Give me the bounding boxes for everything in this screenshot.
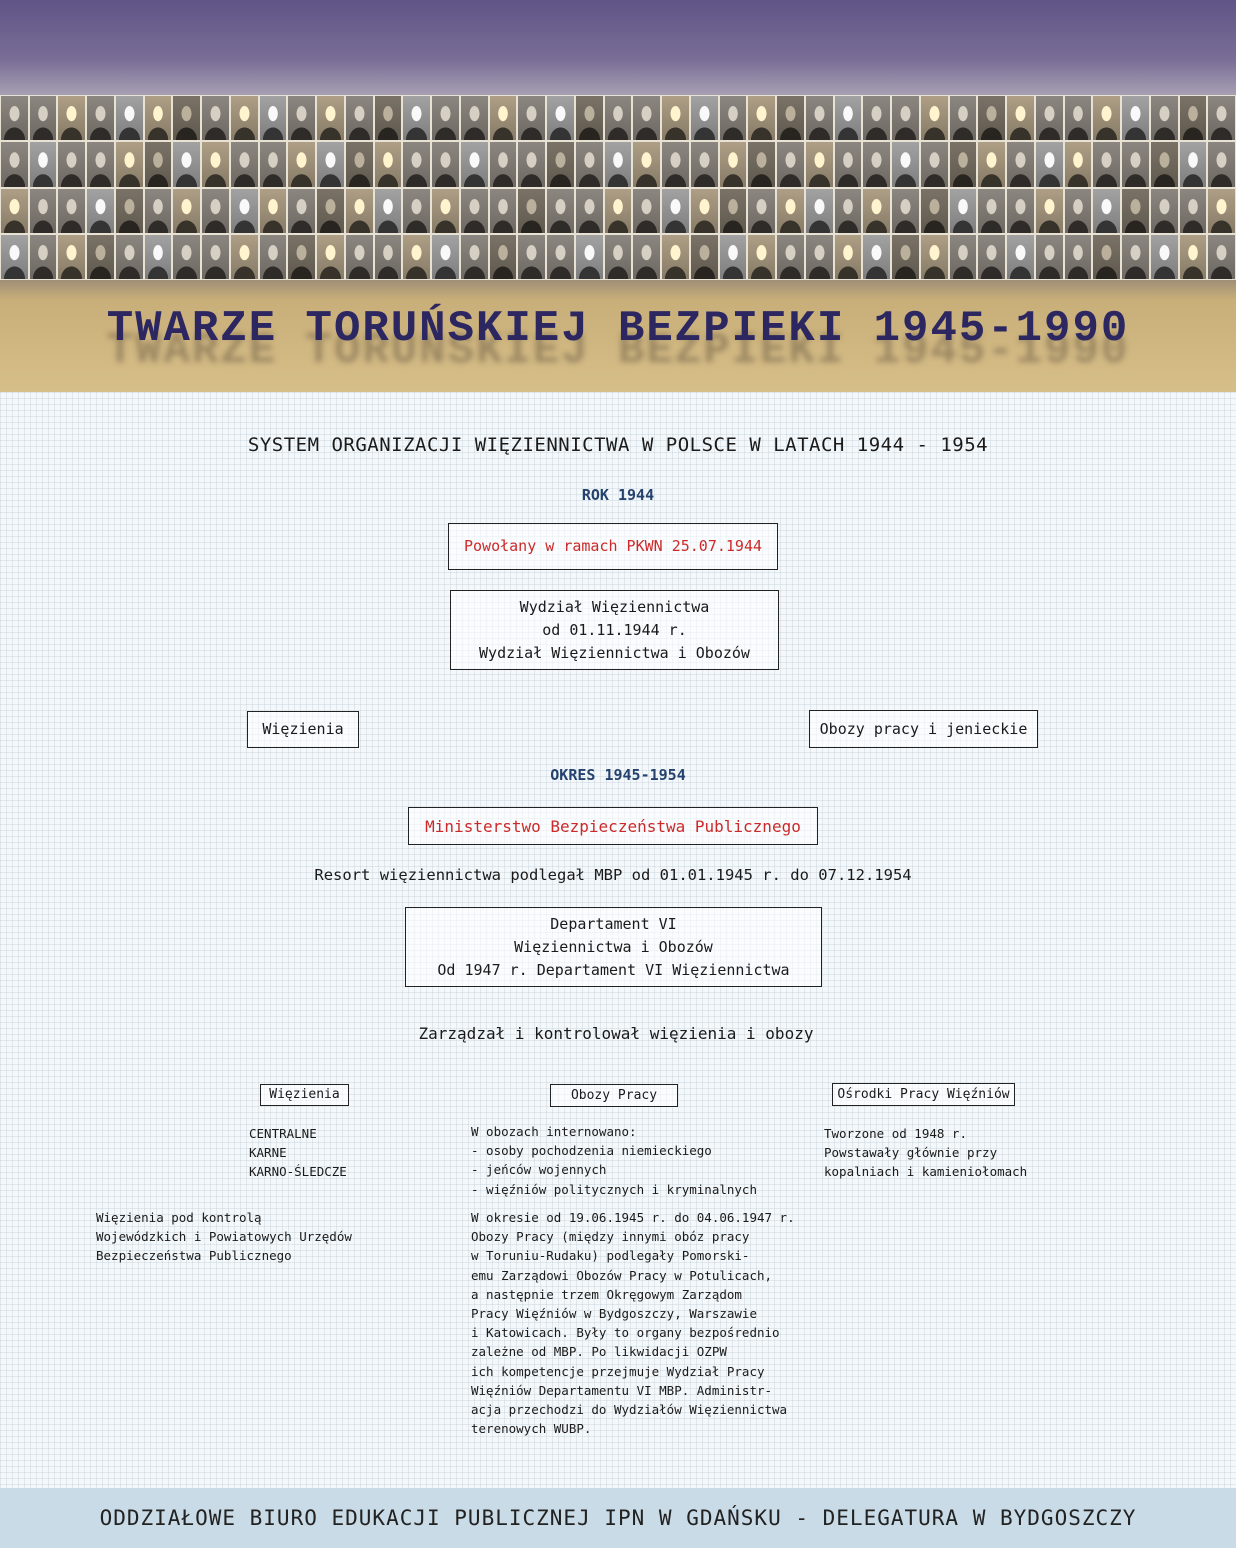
portrait-photo [633, 142, 660, 186]
portrait-photo [490, 189, 517, 233]
portrait-photo [1036, 189, 1063, 233]
portrait-photo [720, 142, 747, 186]
portrait-photo [1180, 96, 1207, 140]
prison-type: KARNE [249, 1145, 287, 1161]
interned-line: - jeńców wojennych [471, 1162, 607, 1178]
portrait-photo [605, 96, 632, 140]
portrait-photo [777, 142, 804, 186]
portrait-photo [346, 189, 373, 233]
portrait-photo [202, 96, 229, 140]
prisons-control-note [96, 1208, 352, 1266]
portrait-photo [1007, 235, 1034, 279]
portrait-photo [288, 189, 315, 233]
portrait-photo [547, 189, 574, 233]
history-line: a następnie trzem Okręgowym Zarządom [471, 1286, 742, 1302]
portrait-photo [720, 96, 747, 140]
ministry-box-text: Ministerstwo Bezpieczeństwa Publicznego [425, 816, 801, 836]
portrait-photo [432, 235, 459, 279]
portrait-photo [375, 189, 402, 233]
portrait-photo [863, 235, 890, 279]
portrait-photo [1093, 96, 1120, 140]
note-line: Powstawały głównie przy [824, 1145, 998, 1161]
portrait-photo-wall [0, 95, 1236, 280]
portrait-photo [576, 189, 603, 233]
portrait-photo [691, 142, 718, 186]
portrait-photo [231, 235, 258, 279]
portrait-photo [231, 96, 258, 140]
portrait-photo [461, 142, 488, 186]
portrait-photo [662, 142, 689, 186]
portrait-photo [662, 235, 689, 279]
portrait-photo [145, 235, 172, 279]
ministry-box [408, 807, 818, 845]
labour-camps-1944-label: Obozy pracy i jenieckie [819, 719, 1028, 738]
portrait-photo [1, 96, 28, 140]
portrait-photo [173, 235, 200, 279]
history-line: Obozy Pracy (między innymi obóz pracy [471, 1229, 750, 1245]
portrait-photo [748, 189, 775, 233]
portrait-photo [1065, 142, 1092, 186]
portrait-photo [260, 189, 287, 233]
portrait-photo [346, 96, 373, 140]
portrait-photo [173, 142, 200, 186]
portrait-photo [978, 235, 1005, 279]
portrait-photo [806, 96, 833, 140]
history-line: zależne od MBP. Po likwidacji OZPW [471, 1344, 727, 1360]
portrait-photo [173, 96, 200, 140]
portrait-photo [921, 96, 948, 140]
column-label-prisoner-work-centres [832, 1083, 1015, 1106]
portrait-photo [1122, 142, 1149, 186]
portrait-photo [202, 142, 229, 186]
note-line: Więzienia pod kontrolą [96, 1210, 262, 1225]
portrait-photo [1, 235, 28, 279]
portrait-photo [691, 235, 718, 279]
portrait-photo [317, 96, 344, 140]
portrait-photo [835, 235, 862, 279]
portrait-photo [1151, 96, 1178, 140]
portrait-photo [691, 96, 718, 140]
portrait-photo [1208, 189, 1235, 233]
portrait-photo [1065, 189, 1092, 233]
history-line: acja przechodzi do Wydziałów Więziennictwa [471, 1402, 788, 1418]
portrait-photo [461, 189, 488, 233]
resort-text: Resort więziennictwa podlegał MBP od 01.01.1945 r. do 07.12.1954 [314, 866, 912, 884]
portrait-photo [1065, 235, 1092, 279]
heading-1945-1954: OKRES 1945-1954 [550, 766, 686, 784]
labour-camps-1944-box [809, 710, 1038, 748]
portrait-photo [547, 142, 574, 186]
portrait-photo [116, 235, 143, 279]
portrait-photo [30, 96, 57, 140]
portrait-photo [317, 189, 344, 233]
portrait-photo [432, 142, 459, 186]
portrait-photo [777, 235, 804, 279]
portrait-photo [748, 142, 775, 186]
portrait-photo [30, 142, 57, 186]
portrait-photo [576, 142, 603, 186]
portrait-photo [748, 235, 775, 279]
portrait-photo [720, 235, 747, 279]
portrait-photo [490, 235, 517, 279]
portrait-photo [1122, 235, 1149, 279]
portrait-photo [892, 96, 919, 140]
portrait-photo [1007, 96, 1034, 140]
portrait-photo [116, 189, 143, 233]
heading-1944: ROK 1944 [581, 486, 655, 504]
portrait-photo [978, 142, 1005, 186]
portrait-photo [1122, 189, 1149, 233]
portrait-photo [1, 189, 28, 233]
portrait-photo [835, 189, 862, 233]
labour-camps-history [471, 1208, 795, 1438]
history-line: i Katowicach. Były to organy bezpośrednio [471, 1325, 780, 1341]
portrait-photo [461, 96, 488, 140]
portrait-photo [863, 96, 890, 140]
portrait-photo [863, 142, 890, 186]
portrait-photo [1093, 142, 1120, 186]
portrait-photo [863, 189, 890, 233]
interned-list [471, 1122, 757, 1199]
portrait-photo [87, 235, 114, 279]
department-vi-line: Od 1947 r. Departament VI Więziennictwa [437, 960, 790, 979]
interned-line: - osoby pochodzenia niemieckiego [471, 1143, 712, 1159]
portrait-photo [260, 142, 287, 186]
portrait-photo [490, 142, 517, 186]
column-label-prisons [260, 1084, 349, 1106]
portrait-photo [950, 189, 977, 233]
portrait-photo [892, 235, 919, 279]
portrait-photo [260, 235, 287, 279]
portrait-photo [547, 235, 574, 279]
founded-box-text: Powołany w ramach PKWN 25.07.1944 [463, 537, 762, 555]
prisons-1944-label: Więzienia [262, 720, 344, 738]
portrait-photo [58, 235, 85, 279]
portrait-photo [346, 235, 373, 279]
banner-title: TWARZE TORUŃSKIEJ BEZPIEKI 1945-1990 [106, 304, 1130, 354]
portrait-photo [1180, 189, 1207, 233]
portrait-photo [978, 96, 1005, 140]
portrait-photo [892, 189, 919, 233]
portrait-photo [1093, 189, 1120, 233]
portrait-photo [87, 189, 114, 233]
portrait-photo [30, 189, 57, 233]
history-line: ich kompetencje przejmuje Wydział Pracy [471, 1363, 765, 1379]
portrait-photo [978, 189, 1005, 233]
note-line: kopalniach i kamieniołomach [824, 1164, 1028, 1180]
portrait-photo [461, 235, 488, 279]
portrait-photo [1036, 235, 1063, 279]
history-line: W okresie od 19.06.1945 r. do 04.06.1947 r. [471, 1210, 795, 1225]
portrait-photo [403, 235, 430, 279]
portrait-photo [288, 96, 315, 140]
portrait-photo [145, 96, 172, 140]
portrait-photo [633, 235, 660, 279]
portrait-photo [633, 96, 660, 140]
history-line: w Toruniu-Rudaku) podlegały Pomorski- [471, 1248, 750, 1264]
managed-text: Zarządzał i kontrolował więzienia i obozy [418, 1024, 814, 1043]
note-line: Tworzone od 1948 r. [824, 1126, 967, 1141]
portrait-photo [231, 189, 258, 233]
portrait-photo [87, 142, 114, 186]
document-title: SYSTEM ORGANIZACJI WIĘZIENNICTWA W POLSCE W LATACH 1944 - 1954 [247, 434, 989, 456]
history-line: Pracy Więźniów w Bydgoszczy, Warszawie [471, 1306, 757, 1322]
footer-text: ODDZIAŁOWE BIURO EDUKACJI PUBLICZNEJ IPN W GDAŃSKU - DELEGATURA W BYDGOSZCZY [99, 1506, 1137, 1530]
portrait-photo [748, 96, 775, 140]
portrait-photo [1036, 96, 1063, 140]
portrait-photo [777, 96, 804, 140]
portrait-photo [490, 96, 517, 140]
portrait-photo [58, 142, 85, 186]
department-1944-line: od 01.11.1944 r. [542, 620, 687, 639]
portrait-photo [1151, 189, 1178, 233]
portrait-photo [662, 189, 689, 233]
portrait-photo [432, 189, 459, 233]
portrait-photo [288, 235, 315, 279]
history-line: Więźniów Departamentu VI MBP. Administr- [471, 1382, 773, 1398]
column-label-labour-camps [550, 1084, 678, 1107]
portrait-photo [30, 235, 57, 279]
note-line: Wojewódzkich i Powiatowych Urzędów [96, 1229, 352, 1245]
portrait-photo [950, 235, 977, 279]
portrait-photo [1093, 235, 1120, 279]
portrait-photo [1180, 142, 1207, 186]
portrait-photo [58, 189, 85, 233]
history-line: terenowych WUBP. [471, 1421, 592, 1437]
portrait-photo [720, 189, 747, 233]
header-banner [0, 0, 1236, 392]
portrait-photo [1151, 142, 1178, 186]
history-line: emu Zarządowi Obozów Pracy w Potulicach, [471, 1267, 773, 1283]
portrait-photo [375, 96, 402, 140]
portrait-photo [806, 189, 833, 233]
footer [0, 1488, 1236, 1548]
portrait-photo [145, 189, 172, 233]
portrait-photo [1208, 96, 1235, 140]
portrait-photo [202, 189, 229, 233]
portrait-photo [662, 96, 689, 140]
portrait-photo [346, 142, 373, 186]
portrait-photo [605, 235, 632, 279]
portrait-photo [317, 142, 344, 186]
portrait-photo [87, 96, 114, 140]
portrait-photo [260, 96, 287, 140]
portrait-photo [633, 189, 660, 233]
portrait-photo [605, 189, 632, 233]
portrait-photo [1122, 96, 1149, 140]
portrait-photo [1, 142, 28, 186]
prison-type: KARNO-ŚLEDCZE [249, 1164, 347, 1180]
portrait-photo [950, 142, 977, 186]
portrait-photo [375, 142, 402, 186]
portrait-photo [432, 96, 459, 140]
portrait-photo [403, 189, 430, 233]
portrait-photo [1208, 235, 1235, 279]
portrait-photo [145, 142, 172, 186]
portrait-photo [806, 142, 833, 186]
interned-line: - więźniów politycznych i kryminalnych [471, 1181, 757, 1197]
portrait-photo [691, 189, 718, 233]
portrait-photo [58, 96, 85, 140]
portrait-photo [403, 96, 430, 140]
department-vi-box [405, 907, 822, 987]
department-vi-line: Więziennictwa i Obozów [514, 937, 713, 956]
department-vi-line: Departament VI [550, 914, 677, 933]
prison-type: CENTRALNE [249, 1126, 317, 1141]
founded-box [448, 523, 778, 570]
portrait-photo [1208, 142, 1235, 186]
prisons-1944-box [247, 711, 359, 748]
portrait-photo [605, 142, 632, 186]
portrait-photo [231, 142, 258, 186]
department-1944-box [450, 590, 779, 670]
portrait-photo [1151, 235, 1178, 279]
column-label-prisoner-work-centres-text: Ośrodki Pracy Więźniów [837, 1086, 1010, 1102]
portrait-photo [1065, 96, 1092, 140]
note-line: Bezpieczeństwa Publicznego [96, 1248, 292, 1264]
portrait-photo [173, 189, 200, 233]
portrait-photo [1180, 235, 1207, 279]
portrait-photo [116, 96, 143, 140]
portrait-photo [518, 96, 545, 140]
portrait-photo [576, 235, 603, 279]
portrait-photo [1007, 142, 1034, 186]
portrait-photo [317, 235, 344, 279]
portrait-photo [116, 142, 143, 186]
portrait-photo [777, 189, 804, 233]
department-1944-line: Wydział Więziennictwa i Obozów [479, 643, 750, 662]
portrait-photo [950, 96, 977, 140]
portrait-photo [202, 235, 229, 279]
portrait-photo [518, 189, 545, 233]
column-label-prisons-text: Więzienia [269, 1087, 340, 1102]
portrait-photo [1007, 189, 1034, 233]
portrait-photo [518, 235, 545, 279]
portrait-photo [1036, 142, 1063, 186]
portrait-photo [892, 142, 919, 186]
portrait-photo [547, 96, 574, 140]
department-1944-line: Wydział Więziennictwa [519, 597, 710, 616]
work-centres-note [824, 1124, 1027, 1182]
portrait-photo [806, 235, 833, 279]
portrait-photo [921, 142, 948, 186]
portrait-photo [835, 96, 862, 140]
portrait-photo [921, 189, 948, 233]
portrait-photo [288, 142, 315, 186]
portrait-photo [921, 235, 948, 279]
interned-line: W obozach internowano: [471, 1124, 637, 1139]
portrait-photo [576, 96, 603, 140]
portrait-photo [375, 235, 402, 279]
prison-types-list [249, 1124, 347, 1182]
portrait-photo [403, 142, 430, 186]
portrait-photo [518, 142, 545, 186]
portrait-photo [835, 142, 862, 186]
column-label-labour-camps-text: Obozy Pracy [570, 1087, 658, 1103]
